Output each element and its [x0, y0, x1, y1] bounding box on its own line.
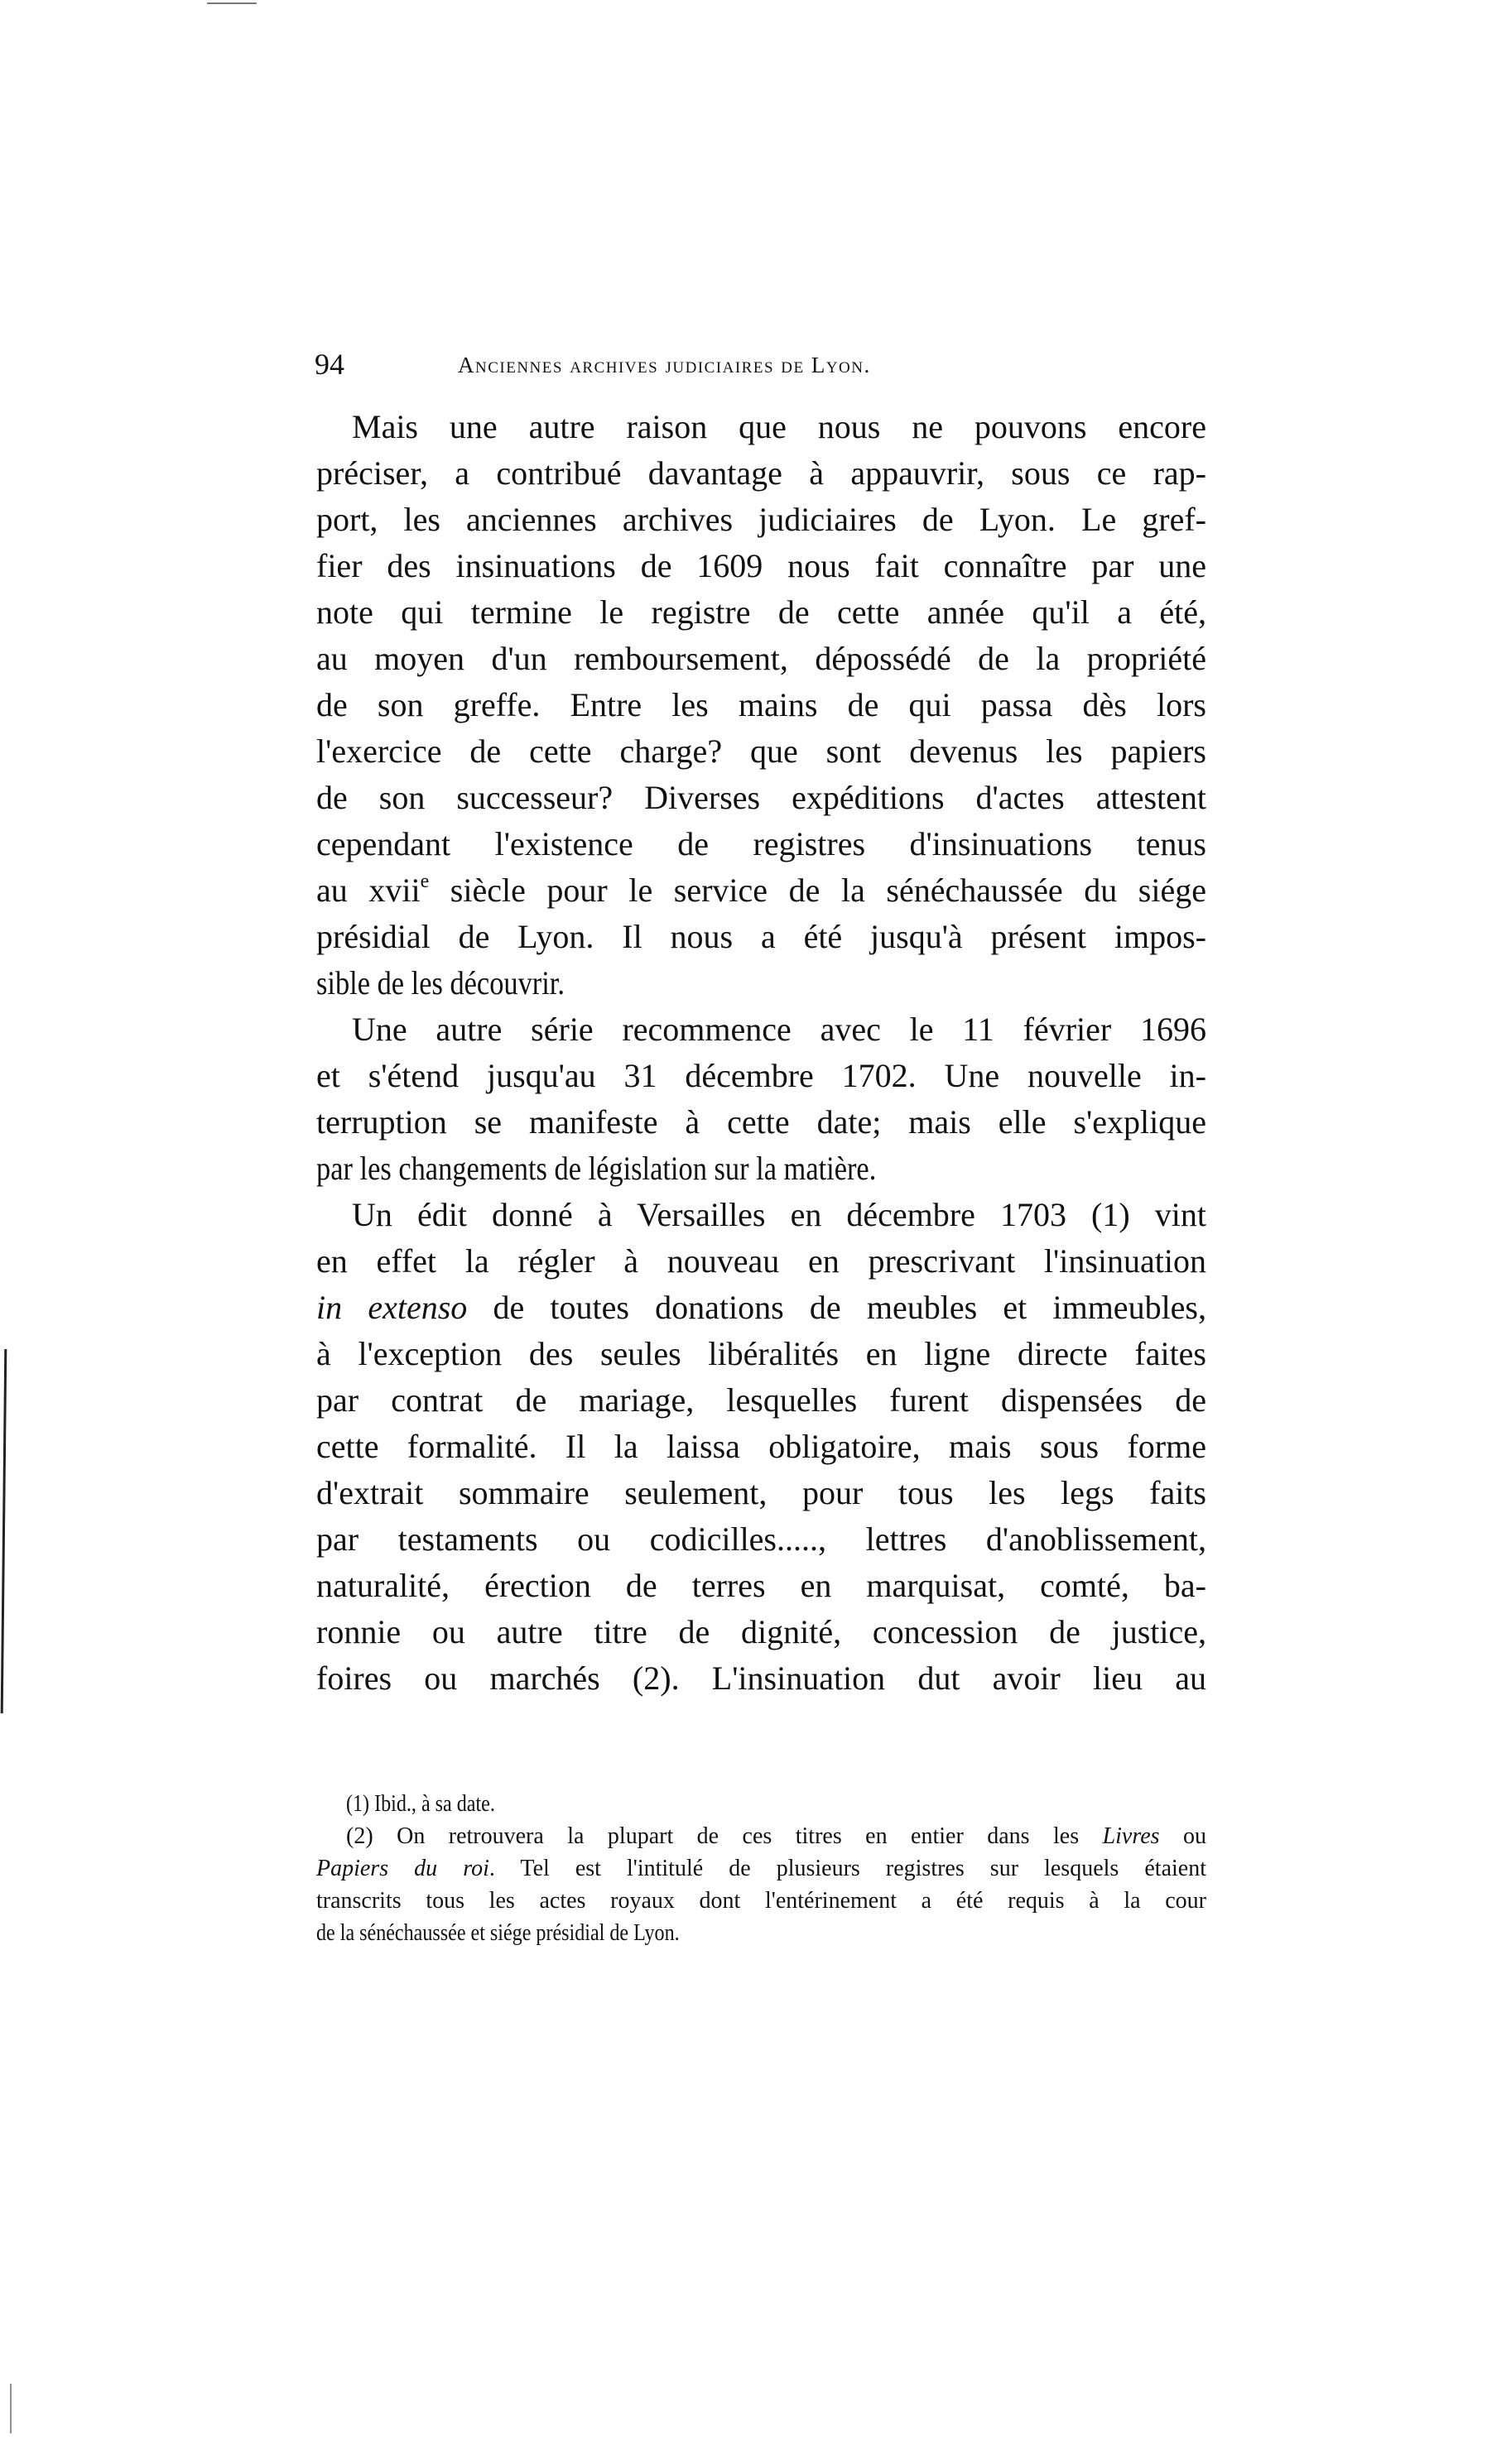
text-segment: Une autre série recommence avec le 11 février 1696: [352, 1011, 1206, 1048]
body-line: [316, 589, 1206, 636]
footnote-line: [316, 1788, 1206, 1820]
body-line: [316, 1563, 1206, 1609]
body-line: [316, 404, 1206, 450]
text-segment: cette formalité. Il la laissa obligatoire, mais sous forme: [316, 1428, 1206, 1465]
body-line: [316, 1285, 1206, 1331]
text-segment: l'exercice de cette charge? que sont devenus les papiers: [316, 732, 1206, 770]
body-line: [316, 867, 1206, 914]
text-segment: en effet la régler à nouveau en prescrivant l'insinuation: [316, 1242, 1206, 1280]
footnote-line: [316, 1852, 1206, 1885]
body-line: [316, 1377, 1206, 1424]
text-segment: siècle pour le service de la sénéchaussée du siége: [429, 872, 1206, 909]
body-line: [316, 775, 1206, 821]
body-line: [316, 1470, 1206, 1516]
body-line: [316, 1516, 1206, 1563]
text-segment: Mais une autre raison que nous ne pouvons encore: [352, 408, 1206, 445]
body-text: [316, 404, 1206, 1702]
page-number: 94: [315, 348, 344, 381]
text-segment: sible de les découvrir.: [316, 964, 565, 1001]
footnote-line: [316, 1917, 1206, 1949]
text-segment: transcrits tous les actes royaux dont l'entérinement a été requis à la cour: [316, 1888, 1206, 1914]
text-segment: de son greffe. Entre les mains de qui passa dès lors: [316, 686, 1206, 723]
text-segment: foires ou marchés (2). L'insinuation dut avoir lieu au: [316, 1659, 1206, 1697]
text-segment: fier des insinuations de 1609 nous fait connaître par une: [316, 547, 1206, 584]
running-head: [315, 348, 1060, 381]
body-line: [316, 682, 1206, 728]
text-segment: de toutes donations de meubles et immeubles,: [467, 1289, 1206, 1326]
scan-artifact-left-edge: [1, 1349, 7, 1713]
footnotes: [316, 1788, 1206, 1949]
text-segment: de son successeur? Diverses expéditions d'actes attestent: [316, 779, 1206, 816]
body-line: [316, 543, 1206, 589]
body-line: [316, 1331, 1206, 1377]
text-segment: ronnie ou autre titre de dignité, concession de justice,: [316, 1613, 1206, 1650]
text-segment: naturalité, érection de terres en marquisat, comté, ba-: [316, 1567, 1206, 1604]
body-line: [316, 728, 1206, 775]
body-line: [316, 1053, 1206, 1099]
text-segment: de la sénéchaussée et siége présidial de Lyon.: [316, 1920, 680, 1946]
body-line: [316, 1099, 1206, 1146]
text-segment: ou: [1159, 1823, 1206, 1849]
text-segment: par testaments ou codicilles....., lettres d'anoblissement,: [316, 1520, 1206, 1558]
italic-text: Livres: [1102, 1823, 1160, 1849]
body-line: [316, 1006, 1206, 1053]
text-segment: (2) On retrouvera la plupart de ces titres en entier dans les: [346, 1823, 1103, 1849]
text-segment: note qui termine le registre de cette année qu'il a été,: [316, 593, 1206, 631]
scan-artifact-top-line: [207, 2, 257, 4]
body-line: [316, 1192, 1206, 1238]
scan-artifact-left-dashes: [10, 2384, 12, 2433]
body-line: [316, 914, 1206, 960]
body-line: [316, 1146, 1206, 1192]
text-segment: . Tel est l'intitulé de plusieurs registres sur lesquels étaient: [488, 1856, 1206, 1881]
italic-text: Papiers du roi: [316, 1856, 489, 1881]
body-line: [316, 636, 1206, 682]
body-line: [316, 1238, 1206, 1285]
running-head-title: Anciennes archives judiciaires de Lyon.: [458, 353, 871, 377]
text-segment: à l'exception des seules libéralités en ligne directe faites: [316, 1335, 1206, 1372]
text-segment: cependant l'existence de registres d'insinuations tenus: [316, 825, 1206, 862]
body-line: [316, 450, 1206, 497]
footnote-line: [316, 1885, 1206, 1917]
text-segment: au xvii: [316, 872, 421, 909]
text-segment: et s'étend jusqu'au 31 décembre 1702. Une nouvelle in-: [316, 1057, 1206, 1094]
body-line: [316, 821, 1206, 867]
body-line: [316, 1609, 1206, 1655]
text-segment: par contrat de mariage, lesquelles furent dispensées de: [316, 1381, 1206, 1419]
text-segment: terruption se manifeste à cette date; mais elle s'explique: [316, 1103, 1206, 1141]
italic-text: in extenso: [316, 1289, 468, 1326]
body-line: [316, 1424, 1206, 1470]
text-segment: Un édit donné à Versailles en décembre 1703 (1) vint: [352, 1196, 1206, 1233]
text-segment: (1) Ibid., à sa date.: [346, 1791, 495, 1817]
body-line: [316, 960, 1206, 1006]
text-segment: au moyen d'un remboursement, dépossédé de la propriété: [316, 640, 1206, 677]
text-segment: présidial de Lyon. Il nous a été jusqu'à présent impos-: [316, 918, 1206, 955]
body-line: [316, 497, 1206, 543]
footnote-line: [316, 1820, 1206, 1852]
text-segment: par les changements de législation sur la matière.: [316, 1150, 877, 1187]
body-line: [316, 1655, 1206, 1702]
text-segment: d'extrait sommaire seulement, pour tous les legs faits: [316, 1474, 1206, 1511]
superscript: e: [420, 871, 430, 893]
text-segment: port, les anciennes archives judiciaires de Lyon. Le gref-: [316, 501, 1206, 538]
text-segment: préciser, a contribué davantage à appauvrir, sous ce rap-: [316, 454, 1206, 492]
